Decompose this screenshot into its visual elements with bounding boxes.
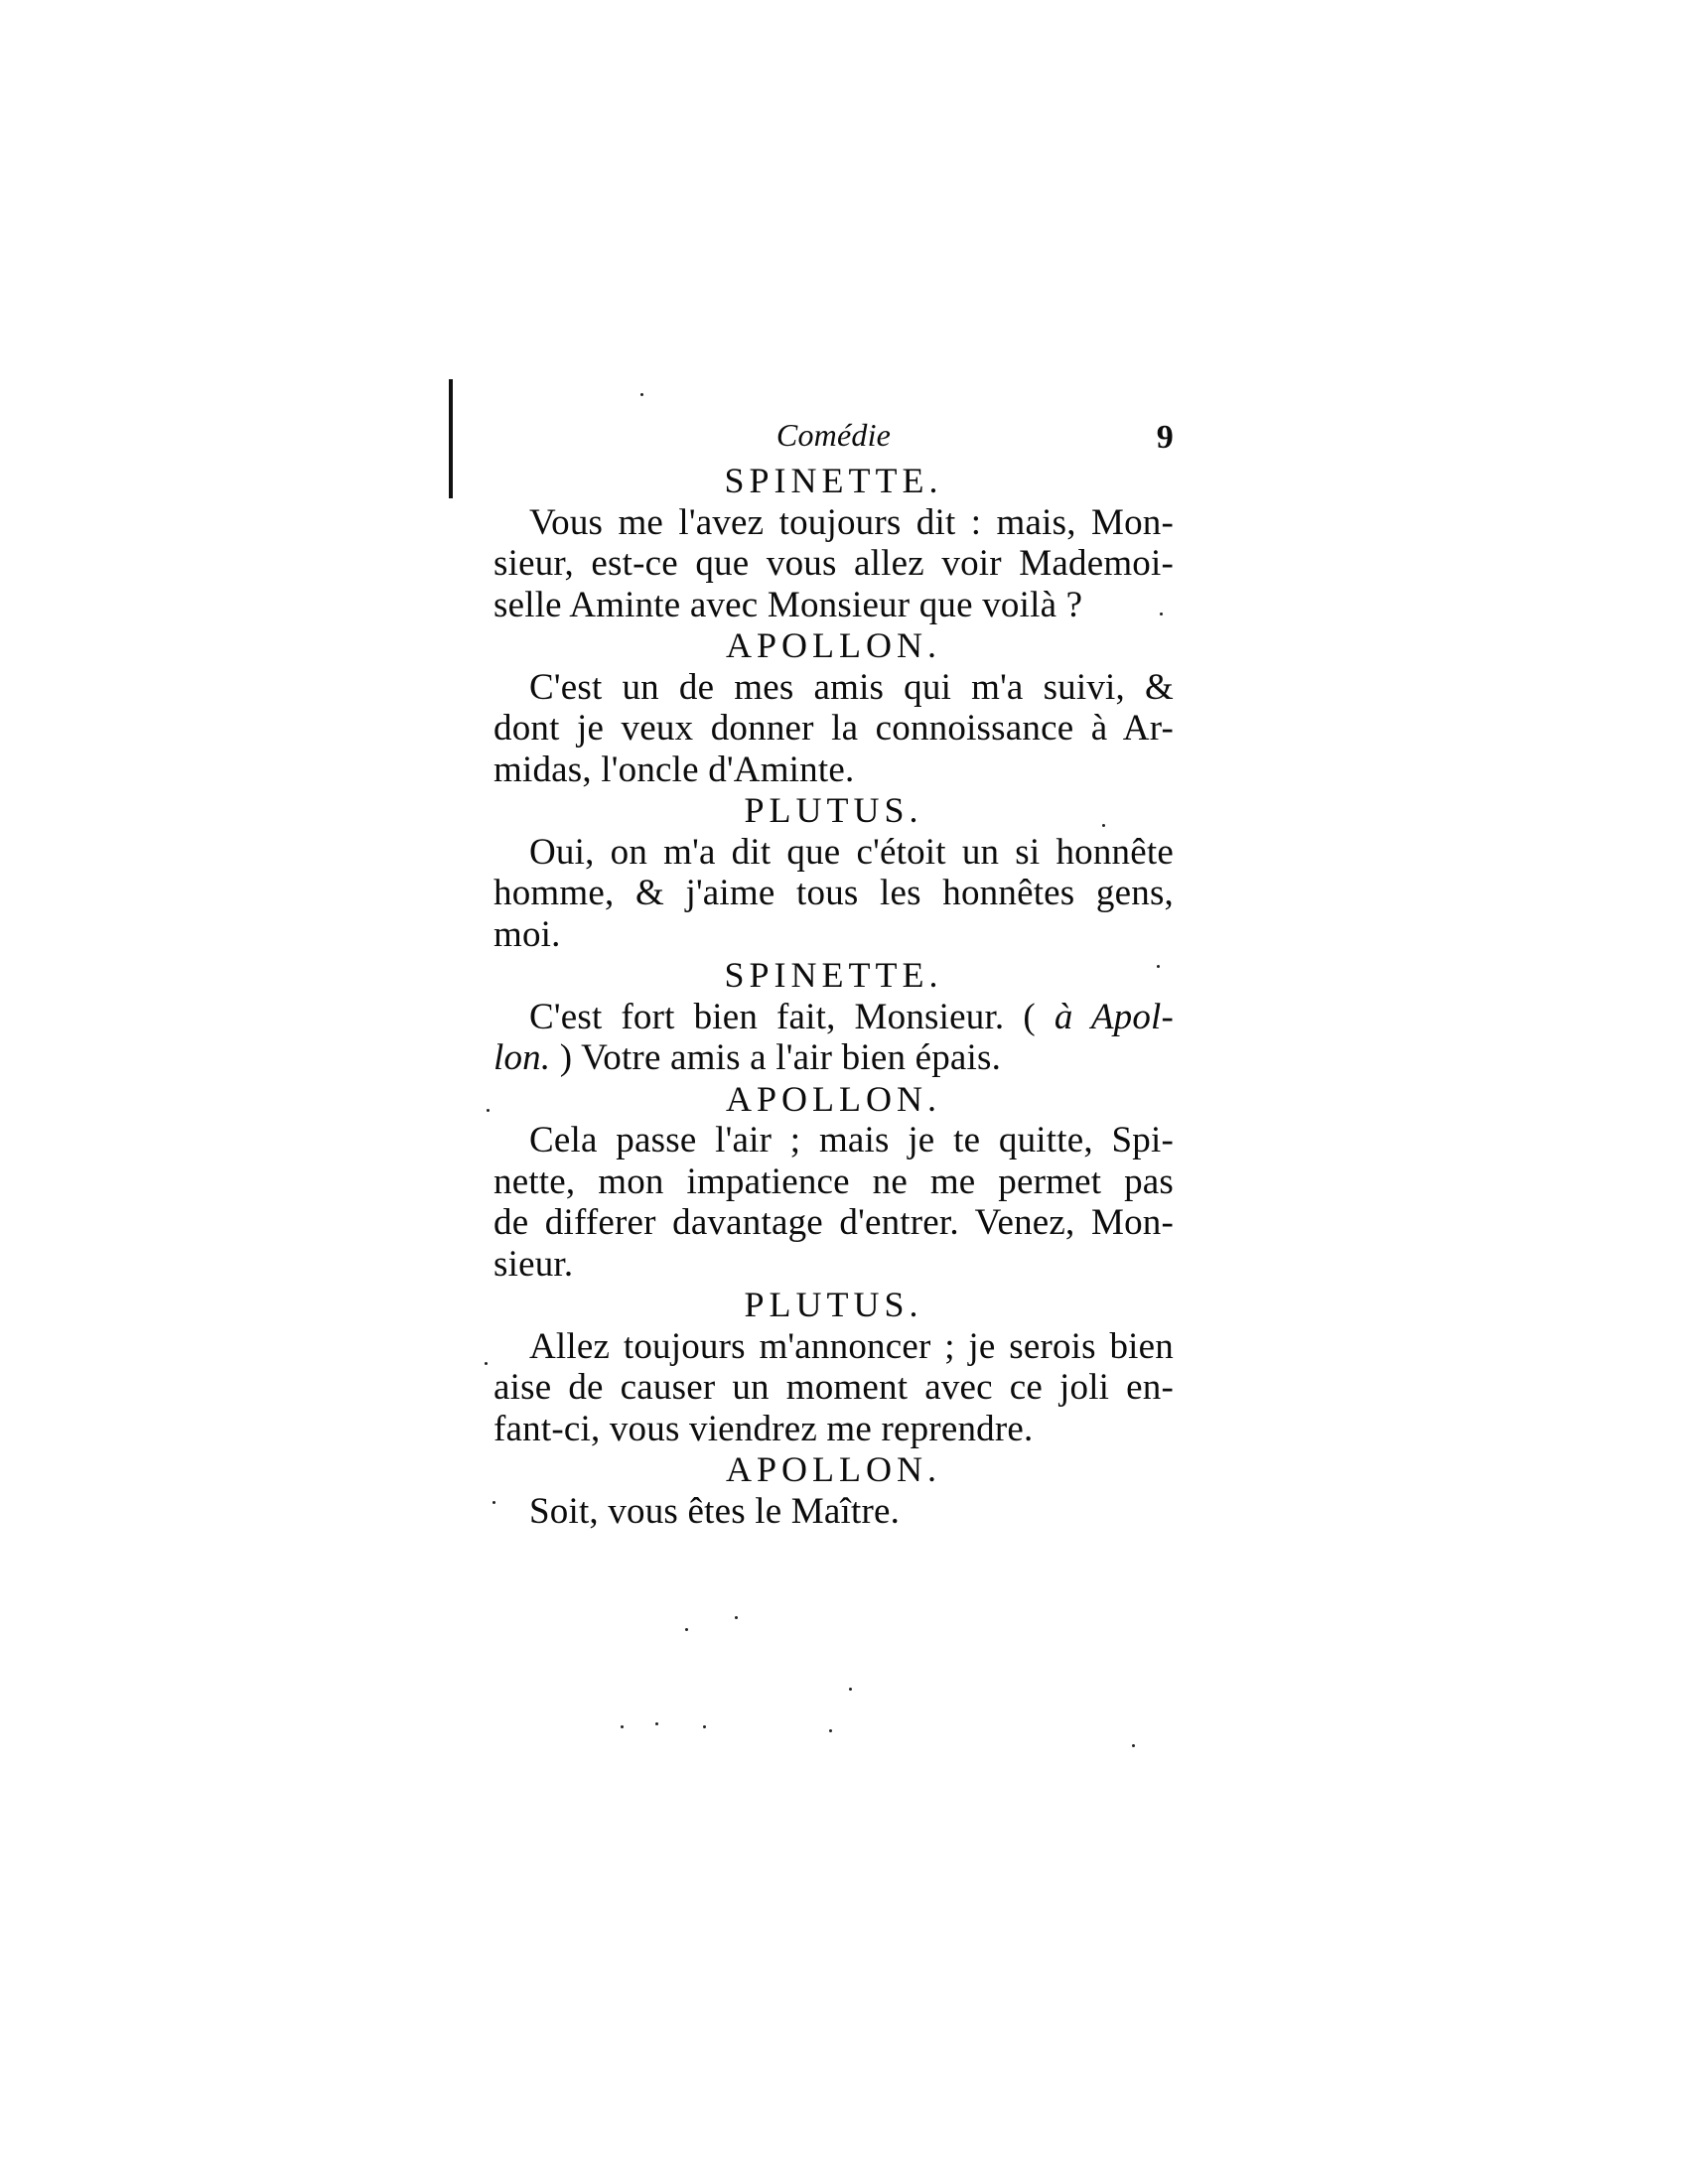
speech-text <box>493 667 1174 791</box>
speech-line: sieur, est-ce que vous allez voir Mademoi- <box>493 543 1174 584</box>
speech-line: Vous me l'avez toujours dit : mais, Mon- <box>529 501 1174 543</box>
scan-speck <box>1132 1744 1135 1747</box>
stage-direction: à Apol- <box>1054 996 1175 1037</box>
speech-text <box>493 1326 1174 1450</box>
speech-line: dont je veux donner la connoissance à Ar- <box>493 708 1174 749</box>
speech-line: Allez toujours m'annoncer ; je serois bien <box>529 1325 1174 1367</box>
scan-edge-mark <box>449 379 453 498</box>
speaker-name: SPINETTE. <box>724 955 943 995</box>
scan-speck <box>685 1628 688 1631</box>
book-page <box>493 415 1174 1532</box>
speech-line: fant-ci, vous viendrez me reprendre. <box>493 1408 1034 1449</box>
speech-line: nette, mon impatience ne me permet pas <box>493 1160 1174 1202</box>
speech-line: C'est un de mes amis qui m'a suivi, & <box>529 666 1174 708</box>
speaker-name: SPINETTE. <box>724 461 943 500</box>
scan-speck <box>655 1722 658 1725</box>
speech-line: moi. <box>493 913 561 955</box>
scan-speck <box>1160 613 1163 615</box>
speech-line: homme, & j'aime tous les honnêtes gens, <box>493 873 1174 913</box>
speech-line: midas, l'oncle d'Aminte. <box>493 749 855 790</box>
speech-line: Soit, vous êtes le Maître. <box>529 1490 901 1532</box>
scan-speck <box>849 1688 852 1691</box>
scan-speck <box>829 1729 832 1732</box>
scan-speck <box>1102 824 1105 827</box>
speech-text <box>493 1120 1174 1285</box>
scan-speck <box>487 1109 490 1112</box>
scan-speck <box>485 1362 488 1365</box>
scan-speck <box>703 1725 706 1728</box>
scan-speck <box>492 1501 495 1504</box>
speaker-name: PLUTUS. <box>744 790 923 830</box>
page-number: 9 <box>1156 419 1174 456</box>
speaker-name: APOLLON. <box>726 1449 941 1489</box>
scan-speck <box>640 393 643 396</box>
speech-line: aise de causer un moment avec ce joli en- <box>493 1367 1174 1408</box>
stage-direction: lon. <box>493 1037 551 1078</box>
speech-line: Oui, on m'a dit que c'étoit un si honnête <box>529 831 1174 873</box>
scan-speck <box>1157 965 1160 968</box>
speech-text <box>493 1491 1174 1533</box>
speech-fragment: C'est fort bien fait, Monsieur. ( <box>529 996 1036 1037</box>
speech-line: Cela passe l'air ; mais je te quitte, Spi- <box>529 1120 1174 1160</box>
speech-line: selle Aminte avec Monsieur que voilà ? <box>493 584 1083 625</box>
speaker-name: APOLLON. <box>726 625 941 665</box>
speech-line: de differer davantage d'entrer. Venez, Mon- <box>493 1202 1174 1243</box>
speech-text <box>493 997 1174 1079</box>
speech-line: sieur. <box>493 1243 574 1285</box>
speech-text <box>493 832 1174 956</box>
speech-line <box>493 1037 1174 1079</box>
speech-line <box>493 997 1174 1038</box>
scan-speck <box>621 1725 624 1728</box>
scan-speck <box>735 1616 738 1619</box>
speech-text <box>493 502 1174 626</box>
speaker-name: PLUTUS. <box>744 1285 923 1324</box>
running-head <box>493 415 1174 459</box>
speech-fragment: ) Votre amis a l'air bien épais. <box>559 1037 1002 1078</box>
speaker-name: APOLLON. <box>726 1078 941 1119</box>
running-title: Comédie <box>775 417 892 453</box>
